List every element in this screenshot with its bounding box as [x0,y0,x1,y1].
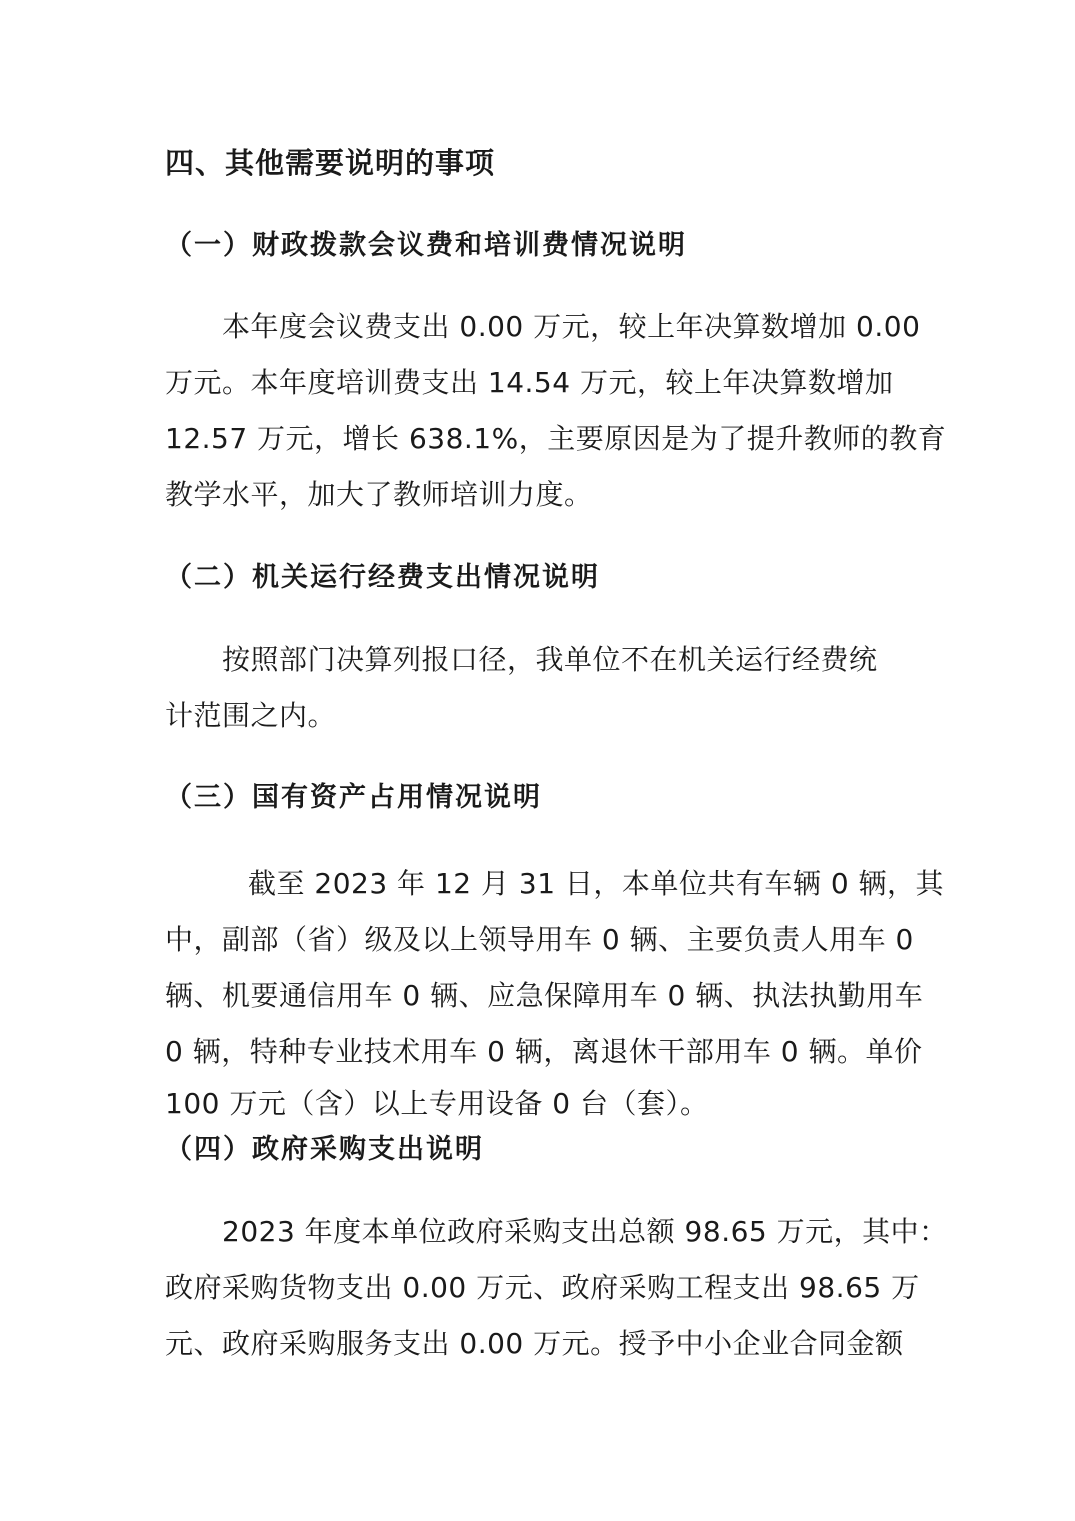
paragraph-line: 12.57 万元，增长 638.1%，主要原因是为了提升教师的教育 [165,422,947,455]
subsection-heading-state-assets: （三）国有资产占用情况说明 [165,782,542,813]
paragraph-line: 万元。本年度培训费支出 14.54 万元，较上年决算数增加 [165,366,894,399]
subsection-heading-meeting-training: （一）财政拨款会议费和培训费情况说明 [165,230,687,261]
paragraph-line: 本年度会议费支出 0.00 万元，较上年决算数增加 0.00 [222,310,921,343]
paragraph-line: 辆、机要通信用车 0 辆、应急保障用车 0 辆、执法执勤用车 [165,979,924,1012]
paragraph-line: 政府采购货物支出 0.00 万元、政府采购工程支出 98.65 万 [165,1271,920,1304]
paragraph-line: 按照部门决算列报口径，我单位不在机关运行经费统 [222,643,878,676]
paragraph-line: 教学水平，加大了教师培训力度。 [165,478,593,511]
paragraph-line: 计范围之内。 [165,699,337,732]
paragraph-line: 中，副部（省）级及以上领导用车 0 辆、主要负责人用车 0 [165,923,914,956]
paragraph-line: 截至 2023 年 12 月 31 日，本单位共有车辆 0 辆，其 [248,867,945,900]
paragraph-line: 100 万元（含）以上专用设备 0 台（套）。 [165,1087,709,1120]
paragraph-line: 元、政府采购服务支出 0.00 万元。授予中小企业合同金额 [165,1327,904,1360]
paragraph-line: 0 辆，特种专业技术用车 0 辆，离退休干部用车 0 辆。单价 [165,1035,923,1068]
section-heading: 四、其他需要说明的事项 [165,146,496,180]
subsection-heading-government-procurement: （四）政府采购支出说明 [165,1134,484,1165]
subsection-heading-operating-expenses: （二）机关运行经费支出情况说明 [165,562,600,593]
paragraph-line: 2023 年度本单位政府采购支出总额 98.65 万元，其中： [222,1215,948,1248]
